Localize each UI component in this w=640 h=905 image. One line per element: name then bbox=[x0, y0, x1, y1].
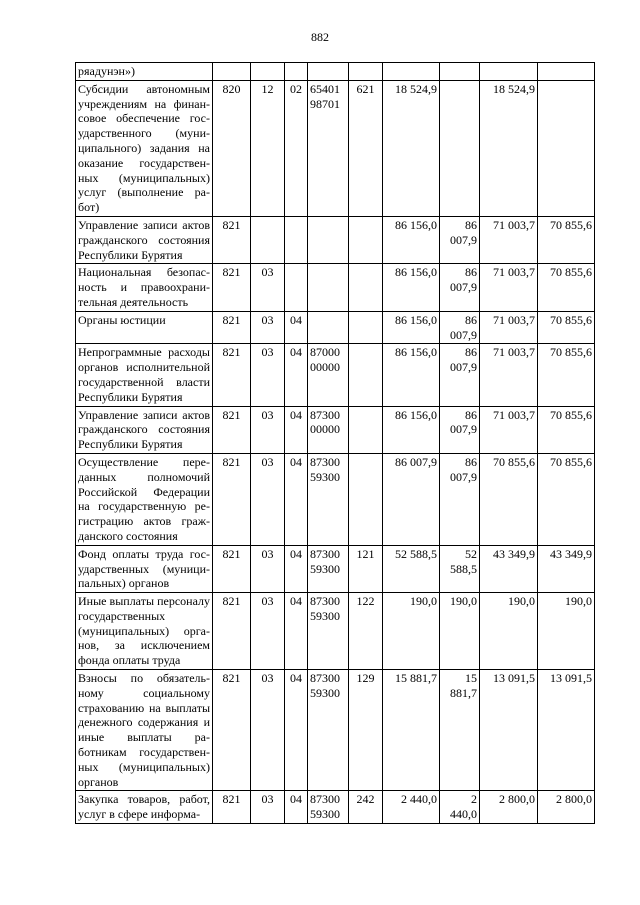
sum-2-cell: 190,0 bbox=[480, 593, 538, 670]
target-article-cell bbox=[308, 311, 349, 344]
ministry-code-cell: 821 bbox=[213, 593, 251, 670]
page-number: 882 bbox=[311, 30, 329, 44]
row-name-cell: ряадунэн») bbox=[76, 63, 213, 81]
sum-2-cell bbox=[480, 63, 538, 81]
sum-2-subvention-cell bbox=[538, 63, 595, 81]
ministry-code-cell: 821 bbox=[213, 791, 251, 824]
row-name-cell: Управление записи актов гражданского состояния Республики Бурятия bbox=[76, 216, 213, 263]
section-code-cell: 03 bbox=[251, 791, 285, 824]
section-code-cell: 03 bbox=[251, 670, 285, 791]
sum-2-subvention-cell: 70 855,6 bbox=[538, 216, 595, 263]
table-row bbox=[76, 670, 595, 791]
sum-2-cell: 18 524,9 bbox=[480, 80, 538, 216]
sum-1-cell: 86 156,0 bbox=[383, 406, 440, 453]
table-row bbox=[76, 63, 595, 81]
expense-type-cell bbox=[349, 63, 383, 81]
target-article-cell: 87300 59300 bbox=[308, 545, 349, 592]
subsection-code-cell: 04 bbox=[285, 791, 308, 824]
subsection-code-cell: 04 bbox=[285, 311, 308, 344]
row-name-cell: Фонд оплаты труда государственных (муниципальных) органов bbox=[76, 545, 213, 592]
sum-2-subvention-cell: 70 855,6 bbox=[538, 311, 595, 344]
target-article-cell bbox=[308, 216, 349, 263]
subsection-code-cell: 04 bbox=[285, 344, 308, 406]
sum-1-subvention-cell bbox=[440, 63, 480, 81]
table-row bbox=[76, 453, 595, 545]
sum-2-cell: 2 800,0 bbox=[480, 791, 538, 824]
ministry-code-cell: 821 bbox=[213, 406, 251, 453]
sum-2-subvention-cell: 13 091,5 bbox=[538, 670, 595, 791]
table-row bbox=[76, 311, 595, 344]
target-article-cell: 65401 98701 bbox=[308, 80, 349, 216]
sum-2-subvention-cell: 190,0 bbox=[538, 593, 595, 670]
subsection-code-cell: 02 bbox=[285, 80, 308, 216]
section-code-cell: 03 bbox=[251, 545, 285, 592]
expense-type-cell: 121 bbox=[349, 545, 383, 592]
subsection-code-cell: 04 bbox=[285, 545, 308, 592]
sum-1-subvention-cell: 86 007,9 bbox=[440, 406, 480, 453]
sum-1-cell: 86 156,0 bbox=[383, 311, 440, 344]
target-article-cell: 87300 59300 bbox=[308, 593, 349, 670]
section-code-cell: 03 bbox=[251, 406, 285, 453]
row-name-cell: Осуществление переданных полномочий Российской Федерации на государственную регистрацию актов гражданского состояния bbox=[76, 453, 213, 545]
section-code-cell: 03 bbox=[251, 311, 285, 344]
row-name-cell: Непрограммные расходы органов исполнительной государственной власти Республики Бурятия bbox=[76, 344, 213, 406]
sum-1-cell: 86 156,0 bbox=[383, 344, 440, 406]
sum-2-cell: 71 003,7 bbox=[480, 344, 538, 406]
table-row bbox=[76, 344, 595, 406]
sum-1-subvention-cell: 86 007,9 bbox=[440, 216, 480, 263]
sum-1-cell: 190,0 bbox=[383, 593, 440, 670]
target-article-cell: 87300 59300 bbox=[308, 453, 349, 545]
sum-1-cell: 86 007,9 bbox=[383, 453, 440, 545]
row-name-cell: Управление записи актов гражданского состояния Республики Бурятия bbox=[76, 406, 213, 453]
sum-2-subvention-cell bbox=[538, 80, 595, 216]
sum-1-cell: 86 156,0 bbox=[383, 264, 440, 311]
section-code-cell: 03 bbox=[251, 344, 285, 406]
expense-type-cell bbox=[349, 453, 383, 545]
sum-1-cell: 18 524,9 bbox=[383, 80, 440, 216]
ministry-code-cell: 821 bbox=[213, 453, 251, 545]
table-row bbox=[76, 791, 595, 824]
sum-1-subvention-cell: 2 440,0 bbox=[440, 791, 480, 824]
sum-2-subvention-cell: 70 855,6 bbox=[538, 264, 595, 311]
section-code-cell: 12 bbox=[251, 80, 285, 216]
ministry-code-cell: 821 bbox=[213, 670, 251, 791]
row-name-cell: Взносы по обязательному социальному страхованию на выплаты денежного содержания и иные выплаты работникам государственных (муниципальных) органов bbox=[76, 670, 213, 791]
sum-1-subvention-cell: 52 588,5 bbox=[440, 545, 480, 592]
expense-type-cell bbox=[349, 344, 383, 406]
subsection-code-cell: 04 bbox=[285, 453, 308, 545]
subsection-code-cell bbox=[285, 264, 308, 311]
ministry-code-cell: 821 bbox=[213, 216, 251, 263]
subsection-code-cell: 04 bbox=[285, 406, 308, 453]
sum-1-subvention-cell: 86 007,9 bbox=[440, 453, 480, 545]
sum-1-subvention-cell bbox=[440, 80, 480, 216]
sum-1-cell: 86 156,0 bbox=[383, 216, 440, 263]
sum-2-subvention-cell: 70 855,6 bbox=[538, 344, 595, 406]
sum-2-cell: 70 855,6 bbox=[480, 453, 538, 545]
sum-1-subvention-cell: 190,0 bbox=[440, 593, 480, 670]
section-code-cell: 03 bbox=[251, 264, 285, 311]
subsection-code-cell: 04 bbox=[285, 670, 308, 791]
sum-1-subvention-cell: 86 007,9 bbox=[440, 311, 480, 344]
sum-2-cell: 43 349,9 bbox=[480, 545, 538, 592]
ministry-code-cell: 821 bbox=[213, 311, 251, 344]
ministry-code-cell: 821 bbox=[213, 545, 251, 592]
expense-type-cell bbox=[349, 406, 383, 453]
row-name-cell: Национальная безопасность и правоохранительная деятельность bbox=[76, 264, 213, 311]
target-article-cell bbox=[308, 264, 349, 311]
sum-2-cell: 71 003,7 bbox=[480, 216, 538, 263]
sum-2-cell: 71 003,7 bbox=[480, 264, 538, 311]
expense-type-cell bbox=[349, 264, 383, 311]
sum-2-cell: 13 091,5 bbox=[480, 670, 538, 791]
section-code-cell: 03 bbox=[251, 453, 285, 545]
target-article-cell: 87300 59300 bbox=[308, 791, 349, 824]
section-code-cell: 03 bbox=[251, 593, 285, 670]
row-name-cell: Закупка товаров, работ, услуг в сфере информа- bbox=[76, 791, 213, 824]
expense-type-cell bbox=[349, 216, 383, 263]
sum-2-subvention-cell: 70 855,6 bbox=[538, 406, 595, 453]
section-code-cell bbox=[251, 216, 285, 263]
row-name-cell: Субсидии автономным учреждениям на финансовое обеспечение государственного (муниципального) задания на оказание государственных (муниципальных) услуг (выполнение работ) bbox=[76, 80, 213, 216]
expense-type-cell bbox=[349, 311, 383, 344]
target-article-cell: 87300 00000 bbox=[308, 406, 349, 453]
sum-1-subvention-cell: 86 007,9 bbox=[440, 344, 480, 406]
table-row bbox=[76, 593, 595, 670]
subsection-code-cell bbox=[285, 63, 308, 81]
sum-1-cell: 2 440,0 bbox=[383, 791, 440, 824]
sum-1-subvention-cell: 15 881,7 bbox=[440, 670, 480, 791]
subsection-code-cell: 04 bbox=[285, 593, 308, 670]
ministry-code-cell: 821 bbox=[213, 344, 251, 406]
sum-2-cell: 71 003,7 bbox=[480, 406, 538, 453]
expense-type-cell: 242 bbox=[349, 791, 383, 824]
sum-2-subvention-cell: 2 800,0 bbox=[538, 791, 595, 824]
table-row bbox=[76, 406, 595, 453]
subsection-code-cell bbox=[285, 216, 308, 263]
ministry-code-cell: 821 bbox=[213, 264, 251, 311]
expense-type-cell: 621 bbox=[349, 80, 383, 216]
ministry-code-cell bbox=[213, 63, 251, 81]
row-name-cell: Иные выплаты персоналу государственных (муниципальных) органов, за исключением фонда оплаты труда bbox=[76, 593, 213, 670]
sum-2-subvention-cell: 70 855,6 bbox=[538, 453, 595, 545]
table-body bbox=[76, 63, 595, 824]
sum-2-subvention-cell: 43 349,9 bbox=[538, 545, 595, 592]
sum-1-subvention-cell: 86 007,9 bbox=[440, 264, 480, 311]
row-name-cell: Органы юстиции bbox=[76, 311, 213, 344]
target-article-cell bbox=[308, 63, 349, 81]
expense-type-cell: 122 bbox=[349, 593, 383, 670]
ministry-code-cell: 820 bbox=[213, 80, 251, 216]
table-row bbox=[76, 264, 595, 311]
table-row bbox=[76, 216, 595, 263]
table-row bbox=[76, 80, 595, 216]
sum-2-cell: 71 003,7 bbox=[480, 311, 538, 344]
sum-1-cell bbox=[383, 63, 440, 81]
target-article-cell: 87000 00000 bbox=[308, 344, 349, 406]
sum-1-cell: 15 881,7 bbox=[383, 670, 440, 791]
section-code-cell bbox=[251, 63, 285, 81]
expense-type-cell: 129 bbox=[349, 670, 383, 791]
budget-table bbox=[75, 62, 595, 824]
sum-1-cell: 52 588,5 bbox=[383, 545, 440, 592]
table-row bbox=[76, 545, 595, 592]
target-article-cell: 87300 59300 bbox=[308, 670, 349, 791]
